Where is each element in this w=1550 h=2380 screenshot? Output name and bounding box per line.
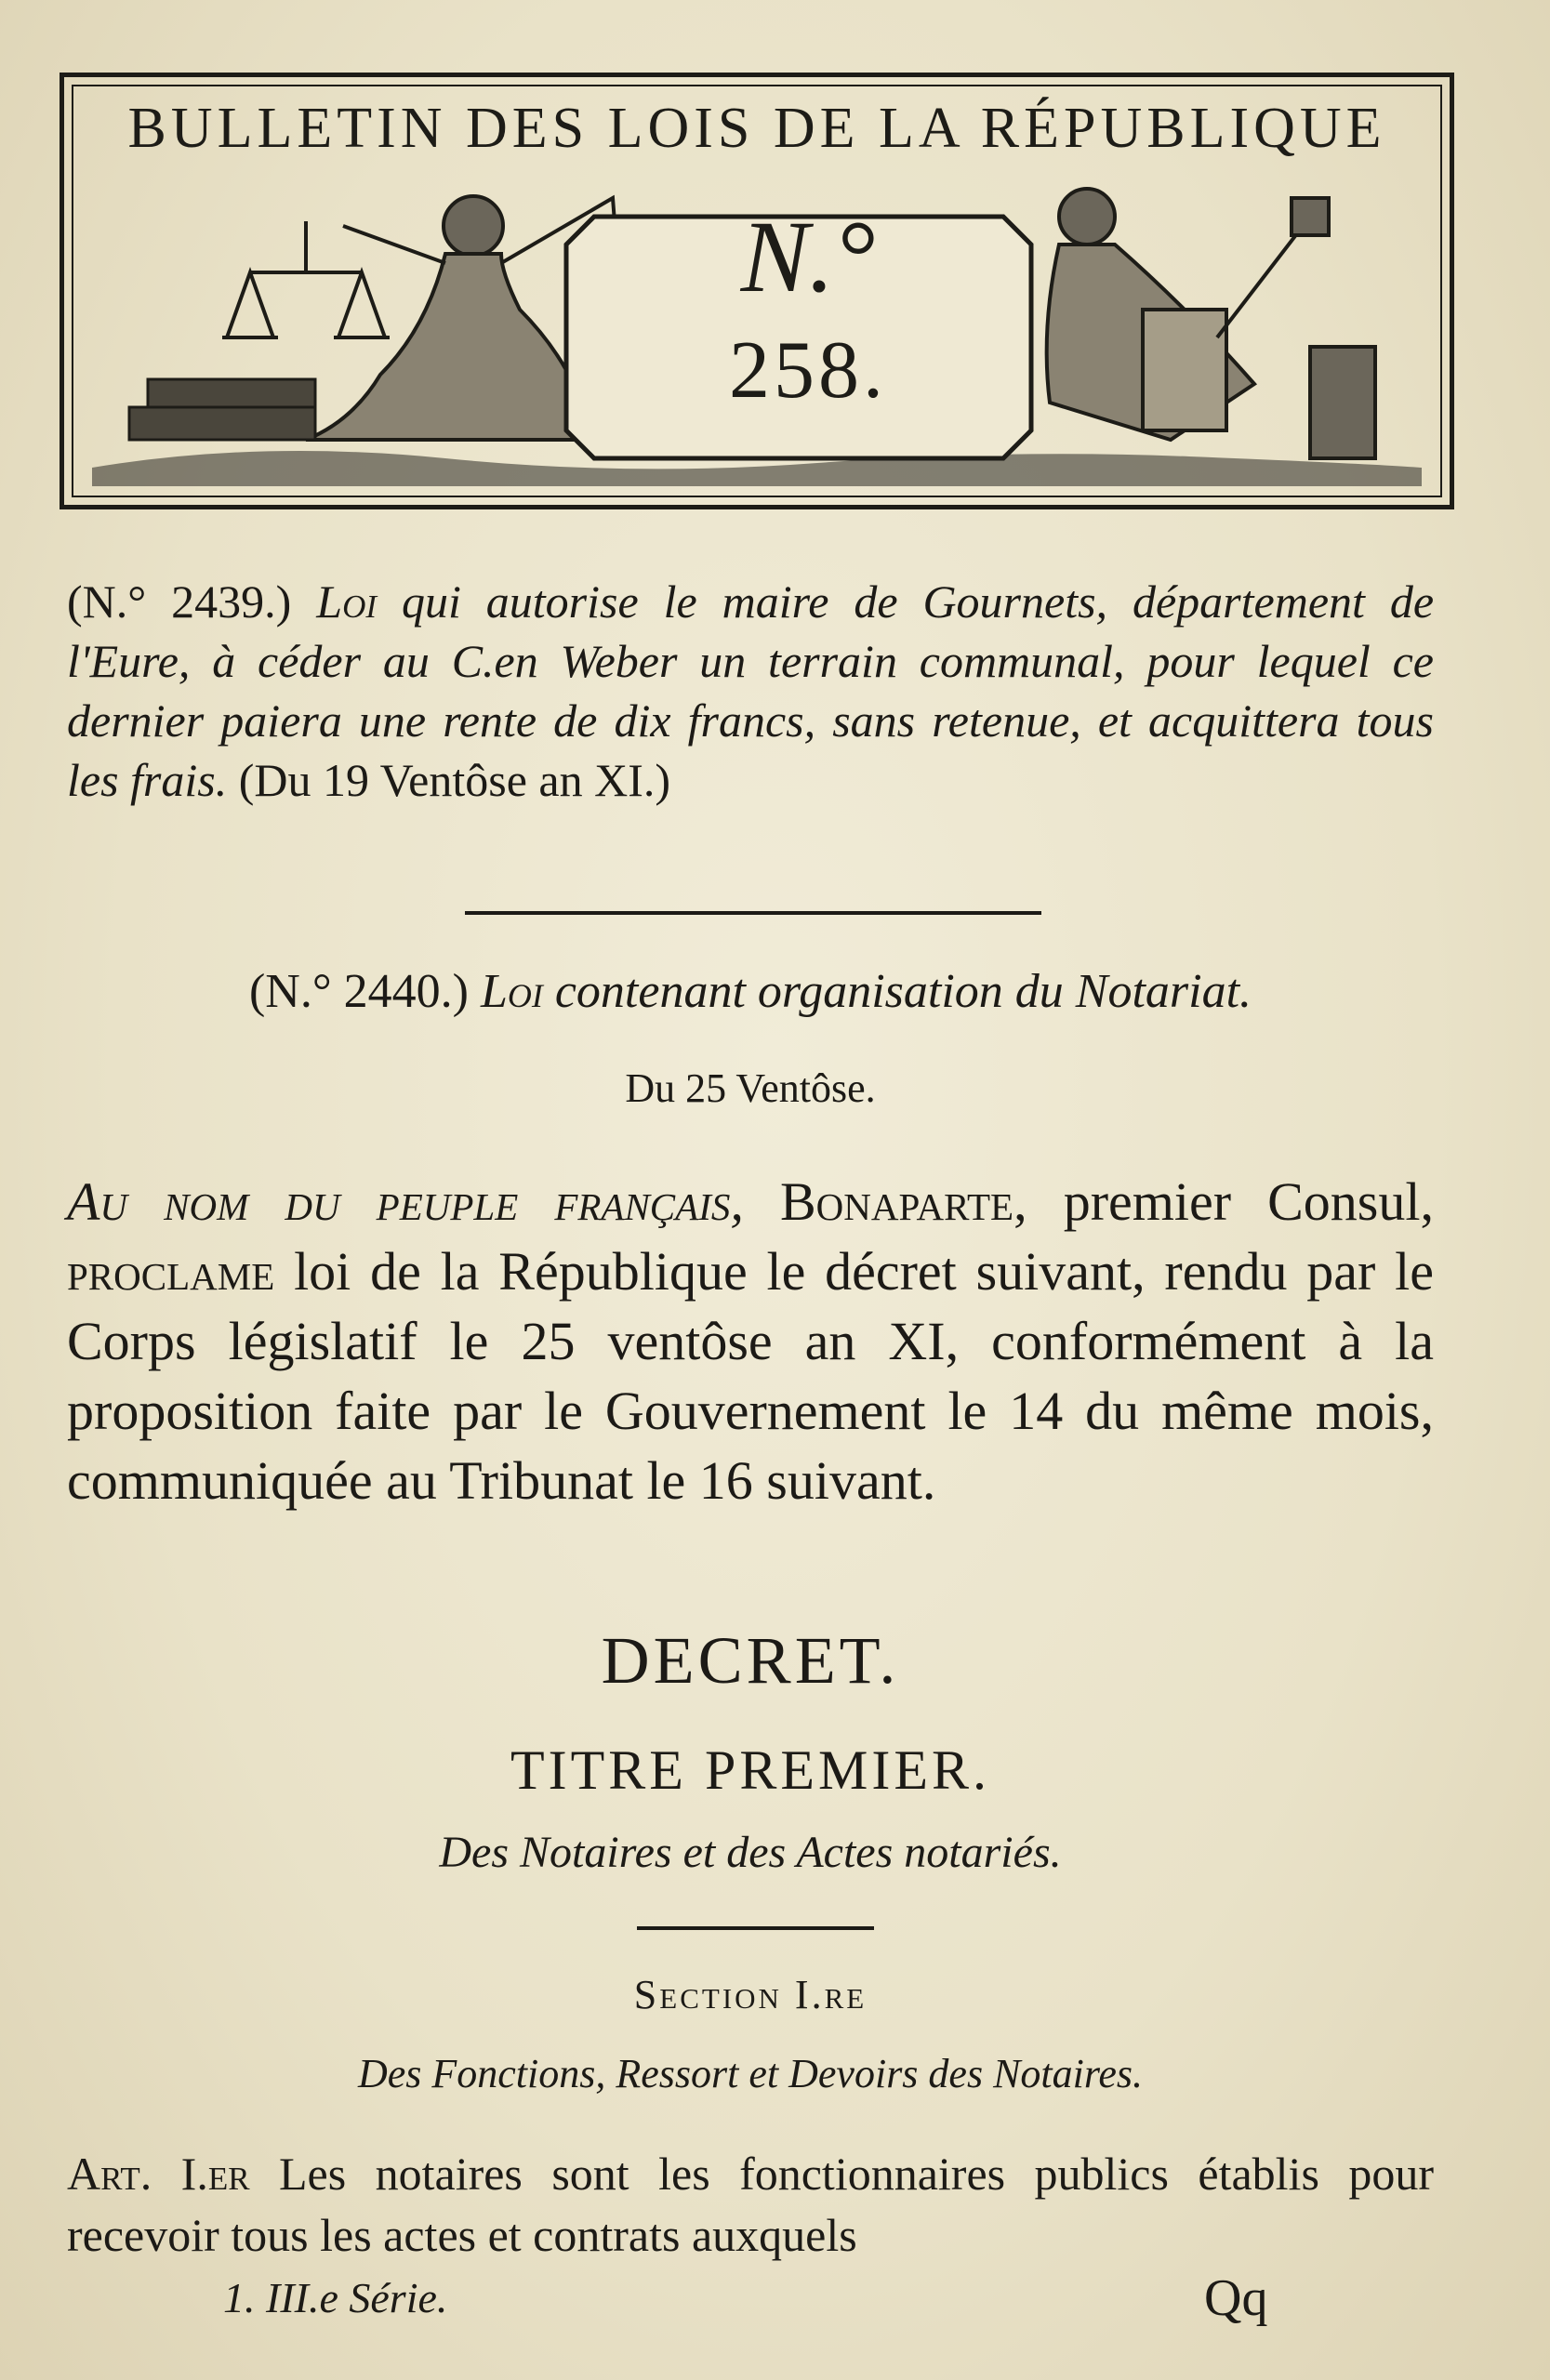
loi-2440-ref: (N.° 2440.)	[248, 965, 469, 1018]
bulletin-header	[60, 73, 1454, 509]
loi-2439-title: Loi	[316, 575, 378, 628]
bulletin-number-label: N.°	[740, 200, 876, 313]
footer-signature: 1. III.e Série.	[223, 2274, 448, 2321]
footer-gathering-mark: Qq	[1204, 2269, 1268, 2327]
loi-2439-body: qui autorise le maire de Gournets, département de l'Eure, à céder au C.en Weber un terrain communal, pour lequel ce dernier paiera une rente de dix francs, sans retenue, et acquittera tous les frais.	[67, 575, 1435, 806]
section-divider-rule	[637, 1926, 874, 1930]
preamble-name: Bonaparte	[779, 1171, 1014, 1232]
preamble-part2: loi de la République le décret suivant, rendu par le Corps législatif le 25 ventôse an XI, conformément à la proposition faite par le Gouvernement le 14 du même mois, communiquée au Tribunat le 16 suivant.	[67, 1241, 1434, 1511]
preamble	[67, 1167, 1434, 1515]
loi-2440-body: contenant organisation du Notariat.	[554, 965, 1252, 1018]
article-text: Les notaires sont les fonctionnaires publics établis pour recevoir tous les actes et contrats auxquels	[67, 2148, 1434, 2261]
loi-2439	[67, 572, 1434, 810]
preamble-part1: , premier Consul,	[1013, 1171, 1434, 1232]
loi-2439-date: (Du 19 Ventôse an XI.)	[238, 754, 671, 806]
loi-2440-date: Du 25 Ventôse.	[625, 1065, 876, 1111]
titre-heading: TITRE PREMIER.	[510, 1739, 990, 1801]
loi-2439-ref: (N.° 2439.)	[67, 575, 292, 628]
books-icon	[129, 379, 315, 440]
loi-2440	[67, 962, 1434, 1022]
titre-subheading: Des Notaires et des Actes notariés.	[439, 1828, 1062, 1877]
loi-2440-title: Loi	[480, 965, 543, 1018]
article-1	[67, 2143, 1434, 2266]
divider-rule	[465, 911, 1041, 915]
right-figure	[1047, 189, 1375, 458]
preamble-lead: Au nom du peuple français,	[67, 1171, 744, 1232]
bulletin-title: BULLETIN DES LOIS DE LA RÉPUBLIQUE	[127, 97, 1386, 160]
decret-heading: DECRET.	[601, 1623, 900, 1698]
section-subheading: Des Fonctions, Ressort et Devoirs des Notaires.	[357, 2051, 1144, 2096]
section-heading: Section I.re	[633, 1972, 868, 2017]
preamble-proclame: proclame	[67, 1241, 275, 1302]
bulletin-number: 258.	[729, 325, 887, 416]
scales-icon	[222, 221, 390, 337]
article-label: Art. I.er	[67, 2148, 250, 2200]
